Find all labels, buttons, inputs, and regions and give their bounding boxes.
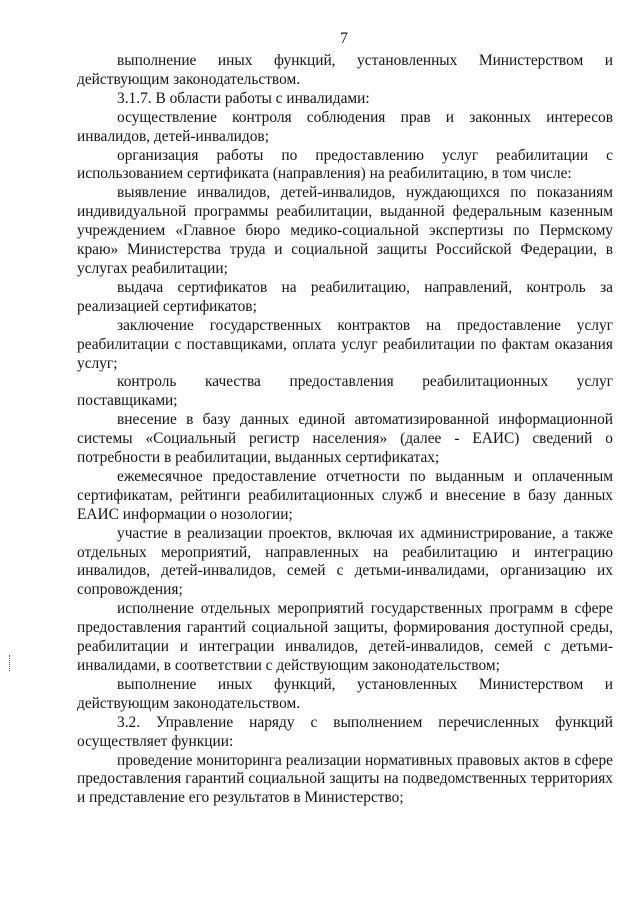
page-number: 7	[340, 30, 348, 47]
section-heading-3-1-7: 3.1.7. В области работы с инвалидами:	[117, 89, 370, 107]
paragraph: контроль качества предоставления реабилитационных услуг поставщиками;	[77, 373, 613, 410]
document-body	[77, 52, 613, 808]
paragraph: выполнение иных функций, установленных Министерством и действующим законодательством.	[77, 52, 613, 88]
paragraph: организация работы по предоставлению услуг реабилитации с использованием сертификата (направления) на реабилитацию, в том числе:	[77, 146, 613, 183]
paragraph: выявление инвалидов, детей-инвалидов, нуждающихся по показаниям индивидуальной программы реабилитации, выданной федеральным казенным учреждением «Главное бюро медико-социальной экспертизы по Пермскому краю» Министерства труда и социальной защиты Российской Федерации, в услугах реабилитации;	[77, 184, 613, 277]
paragraph: заключение государственных контрактов на предоставление услуг реабилитации с поставщиками, оплата услуг реабилитации по фактам оказания услуг;	[77, 316, 613, 372]
paragraph: участие в реализации проектов, включая их администрирование, а также отдельных мероприятий, направленных на реабилитацию и интеграцию инвалидов, детей-инвалидов, семей с детьми-инвалидами, организацию их сопровождения;	[77, 524, 613, 599]
paragraph: исполнение отдельных мероприятий государственных программ в сфере предоставления гарантий социальной защиты, формирования доступной среды, реабилитации и интеграции инвалидов, детей-инвалидов, семей с детьми-инвалидами, в соответствии с действующим законодательством;	[77, 600, 613, 674]
paragraph: выполнение иных функций, установленных Министерством и действующим законодательством.	[77, 675, 613, 712]
paragraph: ежемесячное предоставление отчетности по выданным и оплаченным сертификатам, рейтинги реабилитационных служб и внесение в базу данных ЕАИС информации о нозологии;	[77, 467, 613, 523]
section-heading-3-2: 3.2. Управление наряду с выполнением перечисленных функций осуществляет функции:	[77, 713, 613, 750]
margin-scan-mark	[9, 655, 11, 671]
paragraph: осуществление контроля соблюдения прав и законных интересов инвалидов, детей-инвалидов;	[77, 108, 613, 145]
paragraph: проведение мониторинга реализации нормативных правовых актов в сфере предоставления гарантий социальной защиты на подведомственных территориях и представление его результатов в Министерство;	[77, 751, 613, 807]
paragraph: выдача сертификатов на реабилитацию, направлений, контроль за реализацией сертификатов;	[77, 278, 613, 315]
paragraph: внесение в базу данных единой автоматизированной информационной системы «Социальный регистр населения» (далее - ЕАИС) сведений о потребности в реабилитации, выданных сертификатах;	[77, 411, 613, 467]
